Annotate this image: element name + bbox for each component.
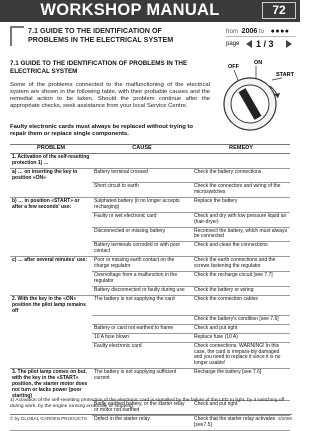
cause-cell: Poor or missing earth contact on the charge regulator bbox=[92, 257, 192, 272]
corner-bracket bbox=[10, 26, 24, 46]
section-title-line2: PROBLEMS IN THE ELECTRICAL SYSTEM bbox=[28, 35, 174, 44]
remedy-cell: Check connections. WARNING! In this case, the card is irrepara-bly damaged and you need to replace it since it is no longer usable! bbox=[192, 342, 290, 369]
section-title-line1: GUIDE TO THE IDENTIFICATION OF bbox=[40, 26, 162, 35]
table-row bbox=[10, 324, 290, 333]
table-row bbox=[10, 197, 290, 212]
problem-cell bbox=[10, 342, 92, 369]
page-box bbox=[226, 38, 296, 50]
table-row bbox=[10, 242, 290, 257]
remedy-cell: Check and put right bbox=[192, 401, 290, 416]
start-label: START bbox=[276, 72, 294, 78]
cause-cell: Battery terminal crossed bbox=[92, 168, 192, 182]
from-year: 2006 bbox=[241, 28, 258, 35]
table-row bbox=[10, 227, 290, 242]
cause-cell: Faulty or wet electronic card bbox=[92, 212, 192, 227]
cause-cell: The battery is not supplying the card bbox=[92, 295, 192, 315]
intro-paragraph: Some of the problems connected to the malfunctioning of the electrical system are shown in the following table, with their probable causes and the remedial action to be taken. Should the problem continue after the appropriate checks, seek assistance from your local Service Centre. bbox=[10, 82, 210, 109]
cause-cell: Battery terminals corroded or with poor contact bbox=[92, 242, 192, 257]
ignition-switch-diagram bbox=[212, 58, 298, 140]
problem-header: PROBLEM bbox=[10, 145, 92, 154]
remedy-cell: Check and put right bbox=[192, 324, 290, 333]
table-row bbox=[10, 295, 290, 315]
problem-cell bbox=[10, 227, 92, 242]
remedy-cell: Check and dry with low pressure liquid air (hair-dryer) bbox=[192, 212, 290, 227]
problem-cell bbox=[10, 324, 92, 333]
remedy-cell: Recharge the battery [see 7.6] bbox=[192, 369, 290, 401]
remedy-header: REMEDY bbox=[192, 145, 290, 154]
footnote: 1) Activation of the self-resetting protection of the electronic card is signalled by the failure of the LED to light, by it switching off during work, by the engine running erratically or stopping. bbox=[10, 398, 285, 409]
remedy-cell: Check the earth connections and the screws fastening the regulator bbox=[192, 257, 290, 272]
section-prefix: 7.1 bbox=[28, 26, 38, 35]
table-row bbox=[10, 154, 290, 169]
cause-cell: Short circuit to earth bbox=[92, 183, 192, 198]
remedy-cell: Reconnect the battery, which must always be connected bbox=[192, 227, 290, 242]
validity-box bbox=[226, 26, 296, 37]
cause-cell: Disconnected or missing battery bbox=[92, 227, 192, 242]
table-row bbox=[10, 286, 290, 295]
manual-title: WORKSHOP MANUAL bbox=[40, 1, 220, 19]
problem-cell bbox=[10, 272, 92, 287]
cause-cell bbox=[92, 154, 192, 169]
remedy-cell: Check the battery connections bbox=[192, 168, 290, 182]
page-number: 1 / 3 bbox=[256, 39, 274, 49]
remedy-cell: Replace fuse (10 A) bbox=[192, 333, 290, 342]
cause-cell: Battery or card not earthed to frame bbox=[92, 324, 192, 333]
cause-cell: Sulphated battery (it no longer accepts recharging) bbox=[92, 197, 192, 212]
table-row bbox=[10, 333, 290, 342]
table-row bbox=[10, 257, 290, 272]
problem-cell bbox=[10, 183, 92, 198]
cause-cell: Faulty electronic card bbox=[92, 342, 192, 369]
problem-cell: c) … after several minutes' use: bbox=[12, 257, 88, 264]
table-row bbox=[10, 369, 290, 401]
cause-cell: Battery disconnected or faulty during use bbox=[92, 286, 192, 295]
cause-cell: Overvoltage from a malfunction in the regulator bbox=[92, 272, 192, 287]
off-label: OFF bbox=[228, 64, 239, 70]
table-row bbox=[10, 168, 290, 182]
remedy-cell: Replace the battery bbox=[192, 197, 290, 212]
to-dots: ●●●● bbox=[270, 28, 290, 35]
table-row bbox=[10, 315, 290, 324]
remedy-cell: Check the battery's condition [see 7.6] bbox=[192, 315, 290, 324]
remedy-cell: Check the connection cables bbox=[192, 295, 290, 315]
troubleshooting-table bbox=[10, 144, 290, 431]
problem-cell: 2. With the key in the «ON» position the pilot lamp remains off bbox=[12, 295, 86, 314]
from-label: from bbox=[226, 29, 238, 35]
intro-warning: Faulty electronic cards must always be replaced without trying to repair them or replace single components. bbox=[10, 124, 193, 137]
footer-rule bbox=[10, 414, 292, 415]
problem-cell bbox=[10, 212, 92, 227]
page-label: page bbox=[226, 41, 240, 47]
to-label: to bbox=[258, 29, 264, 35]
remedy-cell: Check the recharge circuit [see 7.7] bbox=[192, 272, 290, 287]
problem-cell: 3. The pilot lamp comes on but, with the key in the «START» position, the starter motor does not turn or lacks power (poor starting) bbox=[12, 369, 88, 399]
on-label: ON bbox=[254, 60, 263, 66]
problem-cell bbox=[10, 333, 92, 342]
cause-cell bbox=[92, 315, 192, 324]
cause-cell: 10 A fuse blown bbox=[92, 333, 192, 342]
revision-date: 3/2006 bbox=[277, 416, 292, 421]
copyright: © by GLOBAL GARDEN PRODUCTS bbox=[10, 416, 87, 421]
cause-cell: Badly earthed battery, or the starter relay or motor not earthed bbox=[92, 401, 192, 416]
remedy-cell bbox=[192, 154, 290, 169]
chapter-number: 72 bbox=[262, 2, 296, 19]
table-row bbox=[10, 183, 290, 198]
problem-cell: b) … in position «START» or after a few seconds' use: bbox=[12, 197, 80, 210]
cause-header: CAUSE bbox=[92, 145, 192, 154]
next-page-icon[interactable] bbox=[286, 40, 292, 48]
cause-cell: Defect in the starter relay bbox=[92, 416, 192, 431]
table-row bbox=[10, 342, 290, 369]
cause-cell: The battery is not supplying sufficient current bbox=[92, 369, 192, 401]
problem-cell bbox=[10, 286, 92, 295]
prev-page-icon[interactable] bbox=[246, 40, 252, 48]
problem-cell bbox=[10, 315, 92, 324]
table-row bbox=[10, 212, 290, 227]
remedy-cell: Check and clean the connections bbox=[192, 242, 290, 257]
remedy-cell: Check the connectors and wiring of the microswitches bbox=[192, 183, 290, 198]
problem-cell: 1. Activation of the self-resetting protection 1) … bbox=[10, 154, 92, 169]
section-title bbox=[28, 26, 224, 44]
section-heading: 7.1 GUIDE TO THE IDENTIFICATION OF PROBLEMS IN THE ELECTRICAL SYSTEM bbox=[10, 60, 188, 75]
remedy-cell: Check the battery or wiring bbox=[192, 286, 290, 295]
table-row bbox=[10, 272, 290, 287]
problem-cell: a) … on inserting the key in position «ON» bbox=[12, 168, 78, 181]
remedy-cell: Check that the starter relay activates [see7.5] bbox=[192, 416, 290, 431]
problem-cell bbox=[10, 242, 92, 257]
